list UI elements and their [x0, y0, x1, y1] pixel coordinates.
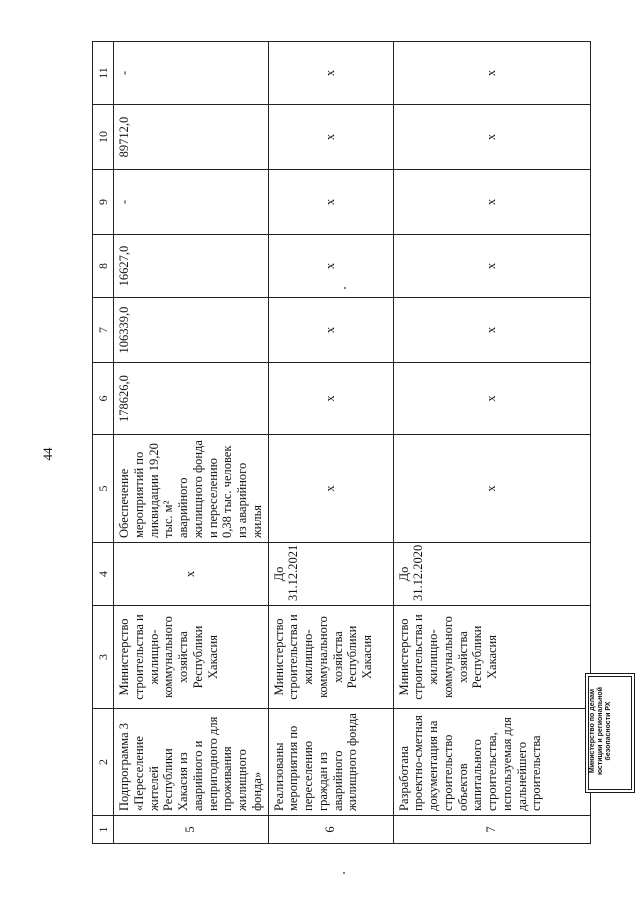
responsible-cell: Министерство строительства и жилищно-коммунального хозяйства Республики Хакасия: [268, 606, 393, 709]
indicator-cell: [114, 435, 269, 543]
stamp-text: Министерство по делам юстиции и региональной безопасности РХ: [589, 687, 613, 775]
value-cell: x: [268, 363, 393, 435]
deadline-cell: x: [114, 543, 269, 606]
value-cell: -: [114, 42, 269, 105]
value-cell: x: [393, 235, 590, 298]
responsible-cell: Министерство строительства и жилищно-коммунального хозяйства Республики Хакасия: [393, 606, 590, 709]
rotated-table-container: [92, 42, 585, 844]
col-header: 8: [93, 235, 114, 298]
value-cell: x: [393, 42, 590, 105]
col-header: 6: [93, 363, 114, 435]
table-row: [393, 42, 590, 844]
col-header: 9: [93, 170, 114, 235]
col-header: 10: [93, 105, 114, 170]
value-cell: 89712,0: [114, 105, 269, 170]
name-cell: Реализованы мероприятия по переселению граждан из аварийного жилищного фонда: [268, 709, 393, 816]
col-header: 11: [93, 42, 114, 105]
value-cell: 106339,0: [114, 298, 269, 363]
col-header: 3: [93, 606, 114, 709]
value-cell: 178626,0: [114, 363, 269, 435]
row-number-cell: 6: [268, 816, 393, 844]
col-header: 7: [93, 298, 114, 363]
value-cell: x: [393, 105, 590, 170]
indicator-text: Обеспечение мероприятий по ликвидации 19,20 тыс. м² аварийного жилищного фонда и переселению 0,38 тыс. человек из аварийного жилья: [117, 440, 264, 538]
col-header: 5: [93, 435, 114, 543]
col-header: 4: [93, 543, 114, 606]
data-table: [92, 41, 591, 844]
scan-speck: [343, 872, 345, 874]
value-cell: x: [268, 235, 393, 298]
table-row: [268, 42, 393, 844]
row-number-cell: 5: [114, 816, 269, 844]
page-number: 44: [40, 447, 55, 461]
col-header: 1: [93, 816, 114, 844]
indicator-cell: x: [393, 435, 590, 543]
deadline-cell: До 31.12.2021: [268, 543, 393, 606]
deadline-cell: До 31.12.2020: [393, 543, 590, 606]
value-cell: x: [268, 105, 393, 170]
header-row: [93, 42, 114, 844]
value-cell: x: [268, 170, 393, 235]
name-cell: Разработана проектно-сметная документация на строительство объектов капитального строительства, используемая для дальнейшего строительства: [393, 709, 590, 816]
value-cell: -: [114, 170, 269, 235]
value-cell: x: [268, 42, 393, 105]
name-cell: Подпрограмма 3 «Переселение жителей Республики Хакасия из аварийного и непригодного для проживания жилищного фонда»: [114, 709, 269, 816]
col-header: 2: [93, 709, 114, 816]
indicator-cell: x: [268, 435, 393, 543]
responsible-cell: Министерство строительства и жилищно-коммунального хозяйства Республики Хакасия: [114, 606, 269, 709]
scan-speck: [344, 287, 346, 289]
value-cell: x: [268, 298, 393, 363]
table-row: [114, 42, 269, 844]
value-cell: 16627,0: [114, 235, 269, 298]
value-cell: x: [393, 298, 590, 363]
row-number-cell: 7: [393, 816, 590, 844]
ministry-stamp: [585, 673, 635, 793]
value-cell: x: [393, 363, 590, 435]
value-cell: x: [393, 170, 590, 235]
